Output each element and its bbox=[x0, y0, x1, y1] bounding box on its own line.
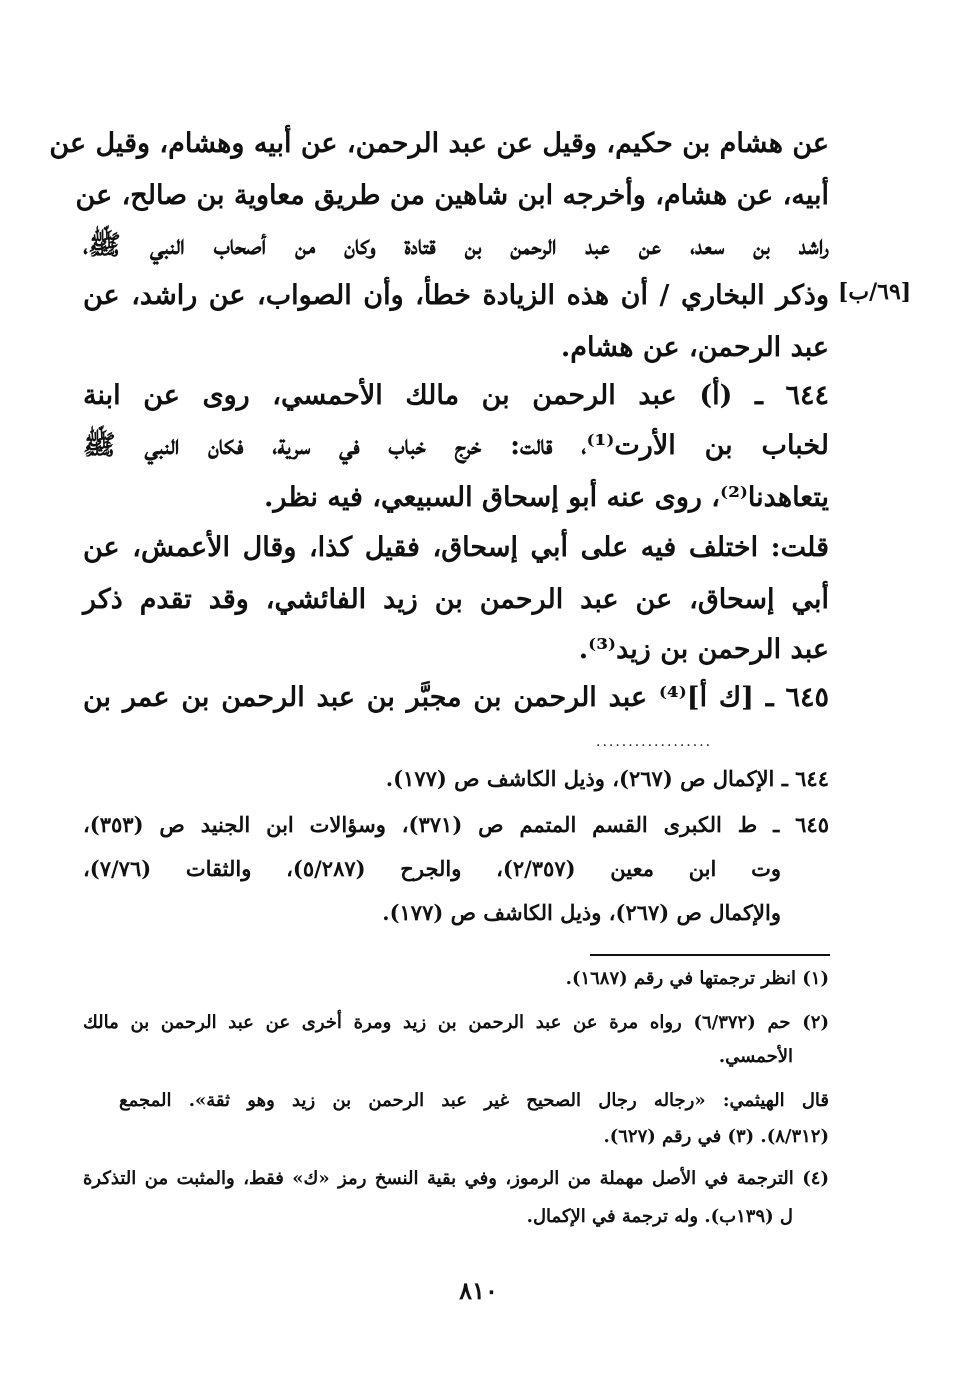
main-text-line: عن هشام بن حكيم، وقيل عن عبد الرحمن، عن أبيه وهشام، وقيل عن bbox=[49, 128, 829, 159]
main-text-line: وذكر البخاري / أن هذه الزيادة خطأ، وأن الصواب، عن راشد، عن bbox=[83, 280, 829, 311]
footnote-4: (٤) الترجمة في الأصل مهملة من الرموز، وفي بقية النسخ رمز «ك» فقط، والمثبت من التذكرة bbox=[83, 1168, 829, 1189]
entry-645-heading: ٦٤٥ ـ [ك أ]⁽⁴⁾ عبد الرحمن بن مجبَّر بن عبد الرحمن بن عمر بن bbox=[83, 682, 829, 713]
source-645-cont: والإكمال ص (٢٦٧)، وذيل الكاشف ص (١٧٧). bbox=[382, 900, 781, 925]
entry-644-heading: ٦٤٤ ـ (أ) عبد الرحمن بن مالك الأحمسي، روى عن ابنة bbox=[83, 380, 829, 411]
manuscript-folio-marker: [٦٩/ب] bbox=[838, 279, 912, 305]
source-645-cont: وت ابن معين (٢/٣٥٧)، والجرح (٥/٢٨٧)، والثقات (٧/٧٦)، bbox=[83, 856, 781, 881]
footnote-2-cont: الأحمسي. bbox=[718, 1046, 793, 1067]
footnote-separator bbox=[590, 954, 830, 956]
main-text-line: أبيه، عن هشام، وأخرجه ابن شاهين من طريق معاوية بن صالح، عن bbox=[75, 180, 829, 211]
main-text-line: أبي إسحاق، عن عبد الرحمن بن زيد الفائشي، وقد تقدم ذكر bbox=[83, 584, 829, 615]
source-644: ٦٤٤ ـ الإكمال ص (٢٦٧)، وذيل الكاشف ص (١٧٧). bbox=[385, 766, 829, 791]
footnote-2-cont: قال الهيثمي: «رجاله رجال الصحيح غير عبد الرحمن بن زيد وهو ثقة». المجمع bbox=[119, 1090, 829, 1111]
footnote-1: (١) انظر ترجمتها في رقم (١٦٨٧). bbox=[565, 968, 829, 989]
footnote-2-3: (٨/٣١٢). (٣) في رقم (٦٢٧). bbox=[603, 1126, 829, 1147]
footnote-2: (٢) حم (٦/٣٧٢) رواه مرة عن عبد الرحمن بن زيد ومرة أخرى عن عبد الرحمن بن مالك bbox=[83, 1012, 829, 1033]
main-text-line: لخباب بن الأرت⁽¹⁾، قالت: خرج خباب في سرية، فكان النبي ﷺ bbox=[83, 430, 829, 461]
main-text-line: راشد بن سعد، عن عبد الرحمن بن قتادة وكان من أصحاب النبي ﷺ، bbox=[83, 230, 829, 261]
continuation-dots: .................. bbox=[596, 734, 713, 750]
main-text-line: يتعاهدنا⁽²⁾، روى عنه أبو إسحاق السبيعي، فيه نظر. bbox=[264, 482, 829, 513]
main-text-line: عبد الرحمن بن زيد⁽³⁾. bbox=[578, 634, 829, 665]
page-number: ٨١٠ bbox=[459, 1276, 498, 1305]
source-645: ٦٤٥ ـ ط الكبرى القسم المتمم ص (٣٧١)، وسؤالات ابن الجنيد ص (٣٥٣)، bbox=[83, 812, 829, 837]
main-text-line: قلت: اختلف فيه على أبي إسحاق، فقيل كذا، وقال الأعمش، عن bbox=[83, 532, 829, 563]
footnote-4-cont: ل (١٣٩ب). وله ترجمة في الإكمال. bbox=[526, 1206, 793, 1227]
main-text-line: عبد الرحمن، عن هشام. bbox=[560, 332, 829, 363]
